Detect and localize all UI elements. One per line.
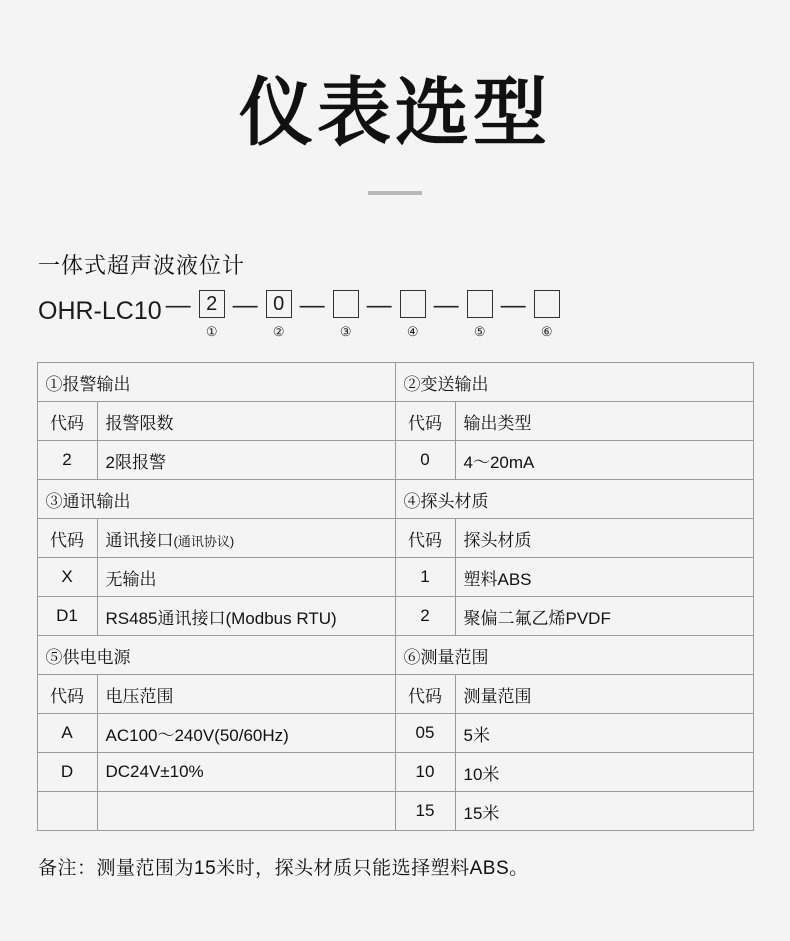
model-slot-2-box[interactable]: 0 — [266, 290, 292, 318]
section-3-left-row-0-desc: AC100～240V(50/60Hz) — [97, 714, 395, 753]
model-slot-2-index: ② — [272, 324, 285, 340]
section-1-left-row-0-code: 2 — [37, 441, 97, 480]
model-slot-6-box[interactable] — [534, 290, 560, 318]
section-3-left-row-1-code: D — [37, 753, 97, 792]
section-1-right-header-desc: 输出类型 — [455, 402, 753, 441]
model-separator-1: — — [232, 291, 258, 320]
table-row — [37, 714, 753, 753]
table-row — [37, 402, 753, 441]
section-1-left-row-0-desc: 2限报警 — [97, 441, 395, 480]
section-3-left-header-code: 代码 — [37, 675, 97, 714]
table-row — [37, 597, 753, 636]
model-slot-4 — [396, 290, 430, 340]
selection-table — [37, 362, 754, 831]
section-3-left-row-2-code — [37, 792, 97, 831]
model-slot-1-box[interactable]: 2 — [199, 290, 225, 318]
model-separator-2: — — [299, 291, 325, 320]
section-3-left-title: ⑤供电电源 — [37, 636, 395, 675]
model-code-row — [38, 290, 790, 340]
model-separator-4: — — [433, 291, 459, 320]
section-1-right-header-code: 代码 — [395, 402, 455, 441]
table-row — [37, 675, 753, 714]
model-slot-1-index: ① — [205, 324, 218, 340]
model-slot-1 — [195, 290, 229, 340]
section-2-left-row-1-code: D1 — [37, 597, 97, 636]
model-slot-5-index: ⑤ — [473, 324, 486, 340]
model-slot-6-index: ⑥ — [540, 324, 553, 340]
model-slot-5 — [463, 290, 497, 340]
model-slot-4-index: ④ — [406, 324, 419, 340]
table-row — [37, 753, 753, 792]
table-row — [37, 480, 753, 519]
table-row — [37, 441, 753, 480]
section-3-right-row-2-desc: 15米 — [455, 792, 753, 831]
footnote: 备注：测量范围为15米时，探头材质只能选择塑料ABS。 — [38, 858, 529, 880]
model-slot-4-box[interactable] — [400, 290, 426, 318]
model-slot-3 — [329, 290, 363, 340]
section-1-right-row-0-desc: 4～20mA — [455, 441, 753, 480]
model-slot-5-box[interactable] — [467, 290, 493, 318]
section-3-right-row-0-code: 05 — [395, 714, 455, 753]
section-3-right-row-1-code: 10 — [395, 753, 455, 792]
section-3-right-row-0-desc: 5米 — [455, 714, 753, 753]
section-1-left-title: ①报警输出 — [37, 363, 395, 402]
section-2-left-row-1-desc: RS485通讯接口(Modbus RTU) — [97, 597, 395, 636]
section-2-left-row-0-code: X — [37, 558, 97, 597]
section-3-right-row-1-desc: 10米 — [455, 753, 753, 792]
section-2-left-header-desc: 通讯接口(通讯协议) — [97, 519, 395, 558]
section-2-right-title: ④探头材质 — [395, 480, 753, 519]
table-row — [37, 636, 753, 675]
product-block — [0, 249, 790, 340]
model-slot-group — [195, 290, 564, 340]
model-separator-0: — — [165, 291, 191, 320]
page-title: 仪表选型 — [239, 71, 551, 154]
section-2-right-row-1-code: 2 — [395, 597, 455, 636]
section-2-right-row-1-desc: 聚偏二氟乙烯PVDF — [455, 597, 753, 636]
model-separator-5: — — [500, 291, 526, 320]
product-name: 一体式超声波液位计 — [38, 253, 246, 279]
section-1-left-header-code: 代码 — [37, 402, 97, 441]
table-row — [37, 363, 753, 402]
model-slot-3-index: ③ — [339, 324, 352, 340]
title-divider — [368, 191, 422, 195]
table-row — [37, 558, 753, 597]
section-1-right-title: ②变送输出 — [395, 363, 753, 402]
section-3-left-header-desc: 电压范围 — [97, 675, 395, 714]
model-slot-3-box[interactable] — [333, 290, 359, 318]
model-slot-2 — [262, 290, 296, 340]
model-slot-6 — [530, 290, 564, 340]
section-3-left-row-1-desc: DC24V±10% — [97, 753, 395, 792]
section-2-left-header-code: 代码 — [37, 519, 97, 558]
model-prefix: OHR-LC10 — [38, 297, 162, 326]
section-3-right-row-2-code: 15 — [395, 792, 455, 831]
section-2-right-header-code: 代码 — [395, 519, 455, 558]
section-3-left-row-0-code: A — [37, 714, 97, 753]
section-3-right-header-desc: 测量范围 — [455, 675, 753, 714]
section-3-right-title: ⑥测量范围 — [395, 636, 753, 675]
section-2-left-title: ③通讯输出 — [37, 480, 395, 519]
section-3-left-row-2-desc — [97, 792, 395, 831]
section-2-left-row-0-desc: 无输出 — [97, 558, 395, 597]
section-2-right-row-0-desc: 塑料ABS — [455, 558, 753, 597]
section-1-right-row-0-code: 0 — [395, 441, 455, 480]
model-separator-3: — — [366, 291, 392, 320]
table-row — [37, 792, 753, 831]
section-2-right-header-desc: 探头材质 — [455, 519, 753, 558]
section-2-right-row-0-code: 1 — [395, 558, 455, 597]
section-3-right-header-code: 代码 — [395, 675, 455, 714]
table-row — [37, 519, 753, 558]
section-1-left-header-desc: 报警限数 — [97, 402, 395, 441]
